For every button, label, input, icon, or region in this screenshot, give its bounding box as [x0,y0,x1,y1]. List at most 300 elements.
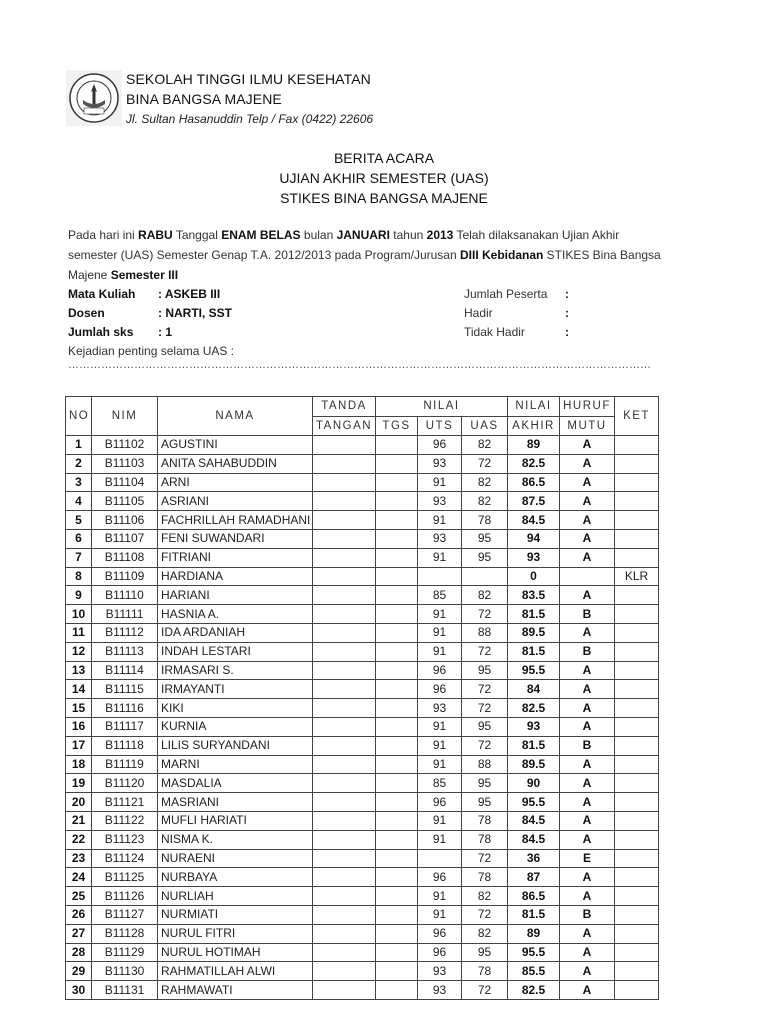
table-row [66,962,659,981]
jumlah-peserta-colon [565,287,569,301]
cell-uts: 91 [418,511,462,530]
dosen-label [68,306,105,320]
header-akhir: AKHIR [508,417,560,436]
cell-uas: 72 [462,849,508,868]
cell-uas: 72 [462,905,508,924]
cell-tgs [376,830,418,849]
cell-uas: 72 [462,699,508,718]
cell-uts: 91 [418,605,462,624]
cell-ket [615,473,659,492]
cell-tanda-tangan [313,736,376,755]
cell-ket [615,548,659,567]
cell-uts: 91 [418,811,462,830]
cell-no: 20 [66,793,92,812]
cell-no: 15 [66,699,92,718]
table-row [66,699,659,718]
intro-text: Telah dilaksanakan Ujian Akhir semester (UAS) Semester Genap T.A. 2012/2013 pada Program/Jurusan [68,228,620,262]
cell-huruf-mutu: A [560,680,615,699]
cell-ket [615,905,659,924]
cell-huruf-mutu: A [560,717,615,736]
cell-nama: ANITA SAHABUDDIN [158,454,313,473]
cell-tgs [376,849,418,868]
cell-uas [462,567,508,586]
intro-text: STIKES Bina Bangsa Majene [68,248,661,282]
cell-nilai-akhir: 87.5 [508,492,560,511]
table-row [66,736,659,755]
header-nilai: NILAI [376,397,508,417]
cell-uas: 78 [462,830,508,849]
cell-nilai-akhir: 95.5 [508,793,560,812]
table-row [66,623,659,642]
cell-ket [615,849,659,868]
cell-tanda-tangan [313,849,376,868]
cell-tanda-tangan [313,981,376,1000]
colon-text: : [565,325,569,339]
cell-nim: B11115 [92,680,158,699]
cell-nim: B11109 [92,567,158,586]
cell-uas: 72 [462,605,508,624]
cell-nilai-akhir: 84 [508,680,560,699]
cell-nim: B11127 [92,905,158,924]
cell-nama: HARDIANA [158,567,313,586]
institution-subname: BINA BANGSA MAJENE [126,91,282,107]
sks-value [158,325,172,339]
cell-uts: 93 [418,962,462,981]
cell-huruf-mutu: A [560,492,615,511]
attendance-grade-table [65,396,659,1000]
cell-nama: INDAH LESTARI [158,642,313,661]
cell-ket [615,736,659,755]
cell-uts: 96 [418,793,462,812]
cell-tgs [376,943,418,962]
cell-no: 13 [66,661,92,680]
cell-nama: KURNIA [158,717,313,736]
cell-tgs [376,492,418,511]
cell-nama: FITRIANI [158,548,313,567]
cell-uts: 96 [418,680,462,699]
cell-huruf-mutu: A [560,586,615,605]
cell-huruf-mutu: A [560,473,615,492]
cell-uas: 82 [462,924,508,943]
cell-nama: MASDALIA [158,774,313,793]
cell-nim: B11129 [92,943,158,962]
cell-uts [418,849,462,868]
cell-nama: HASNIA A. [158,605,313,624]
cell-uas: 88 [462,755,508,774]
cell-nim: B11107 [92,529,158,548]
cell-tgs [376,623,418,642]
cell-ket [615,529,659,548]
table-row [66,811,659,830]
cell-nilai-akhir: 83.5 [508,586,560,605]
cell-no: 25 [66,887,92,906]
cell-nama: IRMASARI S. [158,661,313,680]
exam-day: RABU [138,228,173,242]
cell-no: 10 [66,605,92,624]
cell-huruf-mutu: B [560,905,615,924]
cell-no: 5 [66,511,92,530]
cell-nim: B11110 [92,586,158,605]
cell-no: 6 [66,529,92,548]
cell-uas: 82 [462,473,508,492]
cell-tgs [376,924,418,943]
cell-nilai-akhir: 89 [508,924,560,943]
table-row [66,793,659,812]
cell-no: 16 [66,717,92,736]
cell-nama: MARNI [158,755,313,774]
institution-name: SEKOLAH TINGGI ILMU KESEHATAN [126,71,371,87]
cell-nama: FENI SUWANDARI [158,529,313,548]
cell-tanda-tangan [313,511,376,530]
cell-nilai-akhir: 94 [508,529,560,548]
table-row [66,755,659,774]
cell-no: 18 [66,755,92,774]
cell-nilai-akhir: 81.5 [508,736,560,755]
cell-tanda-tangan [313,567,376,586]
cell-tanda-tangan [313,605,376,624]
header-nim: NIM [92,397,158,436]
cell-nilai-akhir: 81.5 [508,905,560,924]
cell-nama: MASRIANI [158,793,313,812]
cell-nilai-akhir: 82.5 [508,699,560,718]
cell-tgs [376,981,418,1000]
cell-huruf-mutu: A [560,755,615,774]
table-row [66,943,659,962]
cell-huruf-mutu: A [560,811,615,830]
cell-uts: 96 [418,436,462,455]
table-row [66,887,659,906]
table-row [66,492,659,511]
header-mutu: MUTU [560,417,615,436]
cell-nim: B11124 [92,849,158,868]
header-tgs: TGS [376,417,418,436]
cell-uts: 93 [418,529,462,548]
cell-uas: 72 [462,981,508,1000]
cell-nilai-akhir: 81.5 [508,605,560,624]
header-ket: KET [615,397,659,436]
header-uas: UAS [462,417,508,436]
value-text: : NARTI, SST [158,306,232,320]
cell-uts: 85 [418,774,462,793]
cell-nilai-akhir: 86.5 [508,473,560,492]
cell-tgs [376,511,418,530]
cell-tgs [376,736,418,755]
header-no: NO [66,397,92,436]
cell-tgs [376,454,418,473]
cell-nama: NURUL HOTIMAH [158,943,313,962]
cell-uts: 91 [418,755,462,774]
cell-ket [615,680,659,699]
table-row [66,567,659,586]
cell-tanda-tangan [313,699,376,718]
cell-uas: 82 [462,436,508,455]
cell-tgs [376,529,418,548]
table-row [66,661,659,680]
cell-huruf-mutu: A [560,454,615,473]
label-text: Jumlah sks [68,325,134,339]
cell-uas: 78 [462,962,508,981]
cell-ket [615,436,659,455]
cell-nama: AGUSTINI [158,436,313,455]
table-row [66,473,659,492]
semester-name: Semester III [110,268,179,282]
cell-tanda-tangan [313,473,376,492]
cell-nilai-akhir: 84.5 [508,511,560,530]
cell-nama: KIKI [158,699,313,718]
cell-huruf-mutu: A [560,529,615,548]
cell-uts: 93 [418,492,462,511]
cell-ket [615,887,659,906]
cell-nilai-akhir: 36 [508,849,560,868]
cell-nim: B11114 [92,661,158,680]
cell-tgs [376,567,418,586]
colon-text: : [565,287,569,301]
cell-ket [615,962,659,981]
tidak-hadir-label: Tidak Hadir [464,325,525,339]
cell-huruf-mutu: A [560,943,615,962]
cell-uas: 72 [462,454,508,473]
program-name: DIII Kebidanan [459,248,544,262]
cell-ket [615,642,659,661]
cell-nama: ASRIANI [158,492,313,511]
sks-label [68,325,133,339]
institution-logo [66,70,122,126]
cell-huruf-mutu [560,567,615,586]
table-row [66,830,659,849]
cell-tanda-tangan [313,642,376,661]
institution-address: Jl. Sultan Hasanuddin Telp / Fax (0422) 22606 [126,112,374,126]
cell-ket [615,717,659,736]
table-row [66,529,659,548]
hadir-label: Hadir [464,306,493,320]
cell-no: 11 [66,623,92,642]
cell-uas: 82 [462,586,508,605]
cell-tanda-tangan [313,680,376,699]
cell-nama: HARIANI [158,586,313,605]
header-nilai-akhir: NILAI [508,397,560,417]
cell-tanda-tangan [313,905,376,924]
cell-huruf-mutu: B [560,605,615,624]
cell-nilai-akhir: 89.5 [508,755,560,774]
cell-uts: 96 [418,661,462,680]
cell-no: 28 [66,943,92,962]
cell-huruf-mutu: A [560,981,615,1000]
cell-ket: KLR [615,567,659,586]
cell-ket [615,924,659,943]
cell-huruf-mutu: A [560,699,615,718]
cell-no: 17 [66,736,92,755]
mata-kuliah-value [158,287,220,301]
cell-uas: 82 [462,492,508,511]
cell-uts: 91 [418,548,462,567]
dotted-fill-line: …………………………………………………………………………………………………………………………………………… [68,360,651,370]
table-row [66,454,659,473]
intro-text: tahun [389,228,427,242]
cell-nim: B11113 [92,642,158,661]
cell-nama: NURUL FITRI [158,924,313,943]
cell-nilai-akhir: 82.5 [508,981,560,1000]
cell-uas: 95 [462,774,508,793]
cell-nim: B11126 [92,887,158,906]
label-text: Dosen [68,306,105,320]
table-row [66,905,659,924]
cell-nama: NURMIATI [158,905,313,924]
cell-tanda-tangan [313,623,376,642]
cell-nilai-akhir: 81.5 [508,642,560,661]
cell-uts: 91 [418,623,462,642]
cell-ket [615,605,659,624]
cell-nim: B11105 [92,492,158,511]
cell-nim: B11122 [92,811,158,830]
table-row [66,586,659,605]
cell-nim: B11118 [92,736,158,755]
cell-nama: NURAENI [158,849,313,868]
cell-ket [615,943,659,962]
cell-tgs [376,887,418,906]
cell-uts: 96 [418,868,462,887]
cell-tanda-tangan [313,830,376,849]
mata-kuliah-label [68,287,135,301]
cell-nilai-akhir: 89.5 [508,623,560,642]
cell-no: 12 [66,642,92,661]
cell-uas: 88 [462,623,508,642]
cell-nilai-akhir: 84.5 [508,830,560,849]
cell-huruf-mutu: B [560,736,615,755]
cell-tanda-tangan [313,436,376,455]
table-row [66,849,659,868]
cell-uas: 95 [462,793,508,812]
table-row [66,642,659,661]
cell-nilai-akhir: 82.5 [508,454,560,473]
cell-tanda-tangan [313,924,376,943]
intro-text: bulan [300,228,337,242]
cell-tanda-tangan [313,454,376,473]
cell-no: 1 [66,436,92,455]
cell-huruf-mutu: A [560,623,615,642]
cell-no: 24 [66,868,92,887]
cell-nilai-akhir: 87 [508,868,560,887]
cell-ket [615,811,659,830]
exam-date: ENAM BELAS [221,228,301,242]
table-header-row [66,397,659,417]
cell-uts: 93 [418,454,462,473]
cell-tgs [376,661,418,680]
cell-nim: B11108 [92,548,158,567]
cell-tgs [376,755,418,774]
cell-tgs [376,436,418,455]
cell-nama: FACHRILLAH RAMADHANI [158,511,313,530]
intro-text: Pada hari ini [68,228,139,242]
cell-tgs [376,680,418,699]
jumlah-peserta-label: Jumlah Peserta [464,287,548,301]
table-row [66,436,659,455]
exam-month: JANUARI [336,228,390,242]
cell-no: 14 [66,680,92,699]
cell-nim: B11125 [92,868,158,887]
cell-huruf-mutu: A [560,830,615,849]
cell-tgs [376,868,418,887]
cell-nim: B11112 [92,623,158,642]
cell-nim: B11102 [92,436,158,455]
cell-uts: 93 [418,981,462,1000]
cell-ket [615,661,659,680]
cell-uts: 91 [418,887,462,906]
cell-tanda-tangan [313,868,376,887]
cell-tanda-tangan [313,943,376,962]
cell-uas: 95 [462,548,508,567]
cell-uts: 96 [418,924,462,943]
hadir-colon [565,306,569,320]
cell-nim: B11128 [92,924,158,943]
cell-tgs [376,548,418,567]
cell-tgs [376,699,418,718]
cell-tanda-tangan [313,586,376,605]
cell-nim: B11116 [92,699,158,718]
cell-nama: IRMAYANTI [158,680,313,699]
header-tangan: TANGAN [313,417,376,436]
cell-no: 9 [66,586,92,605]
cell-nilai-akhir: 93 [508,548,560,567]
table-row [66,717,659,736]
cell-uts: 91 [418,717,462,736]
cell-huruf-mutu: B [560,642,615,661]
cell-uts: 91 [418,905,462,924]
cell-ket [615,868,659,887]
cell-nama: LILIS SURYANDANI [158,736,313,755]
cell-no: 7 [66,548,92,567]
cell-tanda-tangan [313,661,376,680]
value-text: : 1 [158,325,173,339]
header-uts: UTS [418,417,462,436]
cell-uts: 91 [418,473,462,492]
cell-nim: B11106 [92,511,158,530]
cell-tgs [376,811,418,830]
table-row [66,548,659,567]
cell-huruf-mutu: A [560,868,615,887]
cell-nim: B11111 [92,605,158,624]
cell-no: 23 [66,849,92,868]
cell-tanda-tangan [313,548,376,567]
cell-nama: NURBAYA [158,868,313,887]
cell-uas: 95 [462,717,508,736]
cell-tanda-tangan [313,492,376,511]
cell-tanda-tangan [313,717,376,736]
cell-uts: 91 [418,736,462,755]
cell-uas: 82 [462,887,508,906]
table-row [66,511,659,530]
cell-nim: B11131 [92,981,158,1000]
cell-tgs [376,962,418,981]
cell-ket [615,755,659,774]
cell-no: 22 [66,830,92,849]
cell-nilai-akhir: 89 [508,436,560,455]
table-row [66,774,659,793]
cell-tanda-tangan [313,811,376,830]
cell-nilai-akhir: 90 [508,774,560,793]
cell-uas: 95 [462,661,508,680]
cell-no: 29 [66,962,92,981]
cell-nama: NURLIAH [158,887,313,906]
table-row [66,680,659,699]
intro-text: Tanggal [172,228,222,242]
cell-uas: 78 [462,868,508,887]
cell-nilai-akhir: 85.5 [508,962,560,981]
cell-uas: 78 [462,511,508,530]
cell-nama: ARNI [158,473,313,492]
exam-year: 2013 [426,228,454,242]
cell-ket [615,699,659,718]
cell-uts: 93 [418,699,462,718]
